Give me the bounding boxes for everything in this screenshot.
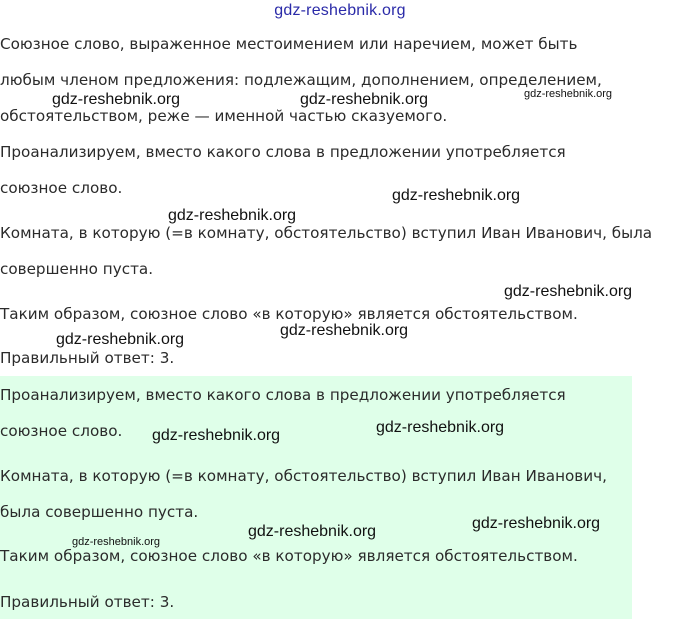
answer-box-answer: Правильный ответ: 3. bbox=[0, 593, 175, 611]
watermark: gdz-reshebnik.org bbox=[248, 523, 377, 540]
answer-box-line-2: союзное слово. bbox=[0, 422, 123, 440]
answer-box bbox=[0, 376, 632, 619]
intro-line-1: Союзное слово, выраженное местоимением или наречием, может быть bbox=[0, 35, 578, 53]
analysis-answer: Правильный ответ: 3. bbox=[0, 349, 175, 367]
watermark: gdz-reshebnik.org bbox=[56, 331, 185, 348]
intro-line-3: обстоятельством, реже — именной частью сказуемого. bbox=[0, 107, 448, 125]
watermark: gdz-reshebnik.org bbox=[524, 88, 613, 100]
analysis-line-2: союзное слово. bbox=[0, 179, 123, 197]
watermark: gdz-reshebnik.org bbox=[472, 515, 601, 532]
watermark: gdz-reshebnik.org bbox=[376, 419, 505, 436]
answer-box-line-4: была совершенно пуста. bbox=[0, 503, 199, 521]
analysis-line-4: совершенно пуста. bbox=[0, 260, 154, 278]
watermark: gdz-reshebnik.org bbox=[152, 427, 281, 444]
analysis-line-1: Проанализируем, вместо какого слова в предложении употребляется bbox=[0, 143, 566, 161]
answer-box-line-1: Проанализируем, вместо какого слова в предложении употребляется bbox=[0, 386, 566, 404]
watermark: gdz-reshebnik.org bbox=[392, 187, 521, 204]
analysis-line-5: Таким образом, союзное слово «в которую» является обстоятельством. bbox=[0, 305, 578, 323]
watermark: gdz-reshebnik.org bbox=[280, 322, 409, 339]
analysis-line-3: Комната, в которую (=в комнату, обстоятельство) вступил Иван Иванович, была bbox=[0, 224, 653, 242]
watermark: gdz-reshebnik.org bbox=[300, 91, 429, 108]
answer-box-line-3: Комната, в которую (=в комнату, обстоятельство) вступил Иван Иванович, bbox=[0, 467, 607, 485]
intro-line-2: любым членом предложения: подлежащим, дополнением, определением, bbox=[0, 71, 602, 89]
watermark: gdz-reshebnik.org bbox=[504, 283, 633, 300]
site-header-watermark: gdz-reshebnik.org bbox=[274, 2, 406, 19]
answer-box-line-5: Таким образом, союзное слово «в которую» является обстоятельством. bbox=[0, 547, 578, 565]
watermark: gdz-reshebnik.org bbox=[168, 207, 297, 224]
watermark: gdz-reshebnik.org bbox=[52, 91, 181, 108]
watermark: gdz-reshebnik.org bbox=[72, 536, 161, 548]
